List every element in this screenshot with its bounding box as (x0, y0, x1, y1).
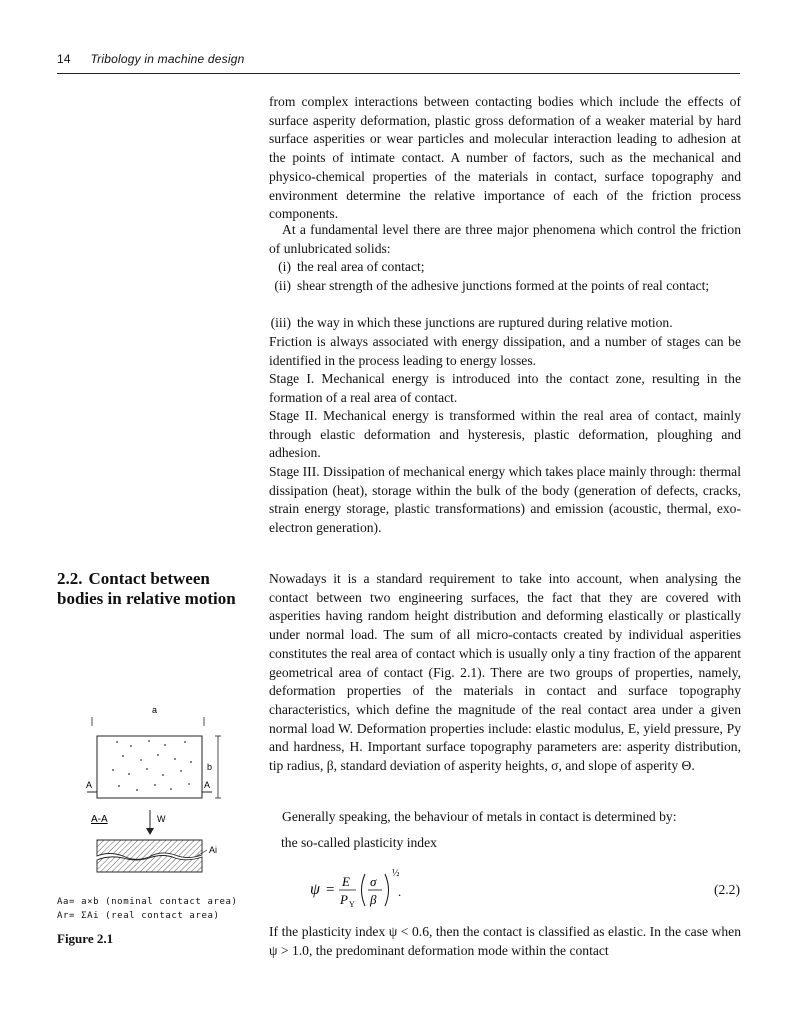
running-header (57, 52, 740, 66)
intro-paragraph: from complex interactions between contacting bodies which include the effects of surface asperity deformation, plastic gross deformation of a weaker material by hard surface asperities or wear particles and molecular interaction leading to adhesion at the points of intimate contact. A number of factors, such as the mechanical and physico-chemical properties of the materials in contact, surface topography and environment determine the relative importance of each of the friction process components. (269, 94, 741, 222)
caption-real-area: Ar= ΣAi (real contact area) (57, 911, 220, 921)
equation-graphic (290, 860, 490, 920)
area-ai-label: Ai (209, 845, 218, 855)
eq-inner-num: σ (370, 874, 377, 889)
section-paragraph-1: Nowadays it is a standard requirement to take into account, when analysing the contact between two engineering surfaces, the fact that they are covered with asperities having random height distribution and deforming elastically or plastically under normal load. The sum of all micro-contacts created by individual asperities constitutes the real area of contact which is usually only a tiny fraction of the apparent geometrical area of contact (Fig. 2.1). There are two groups of properties, namely, deformation properties of the materials in contact and surface topography characteristics, which define the magnitude of the real contact area under a given normal load W. Deformation properties include: elastic modulus, E, yield pressure, Py and hardness, H. Important surface topography parameters are: asperity distribution, tip radius, β, standard deviation of asperity heights, σ, and slope of asperity Θ. (269, 571, 741, 774)
section-number: 2.2. (57, 569, 83, 588)
eq-numerator: E (342, 874, 350, 889)
section-paragraph-2: Generally speaking, the behaviour of metals in contact is determined by: (282, 809, 677, 824)
figure-label: Figure 2.1 (57, 931, 114, 946)
asperity-dots (112, 740, 192, 791)
phenomena-item-2: (ii) shear strength of the adhesive junctions formed at the points of real contact; (274, 278, 710, 293)
section-title: Contact between bodies in relative motion (57, 569, 236, 608)
plasticity-index-line: the so-called plasticity index (281, 835, 437, 850)
dim-b-label: b (207, 762, 213, 772)
phenomena-item-1: (i) the real area of contact; (278, 259, 425, 274)
phenomena-item-3: (iii) the way in which these junctions are ruptured during relative motion. (270, 315, 673, 330)
book-title: Tribology in machine design (90, 52, 245, 66)
page-number: 14 (57, 52, 71, 66)
equation-2-2 (290, 860, 740, 920)
section-paragraph-3: If the plasticity index ψ < 0.6, then the contact is classified as elastic. In the case when ψ > 1.0, the predominant deformation mode within the contact (269, 924, 741, 958)
energy-paragraph: Friction is always associated with energy dissipation, and a number of stages can be identified in the process leading to energy losses. (269, 334, 741, 368)
plan-view-rectangle (97, 736, 202, 798)
load-w-label: W (157, 814, 166, 824)
svg-text:=: = (326, 882, 335, 898)
section-aa-label: A-A (91, 814, 108, 825)
eq-denominator-sub: Y (349, 900, 355, 909)
upper-body (97, 840, 202, 859)
eq-exponent: ½ (392, 868, 400, 879)
figure-2-1-drawing (57, 700, 257, 880)
caption-nominal-area: Aa= a×b (nominal contact area) (57, 897, 238, 907)
header-rule (57, 73, 740, 74)
lower-body (97, 856, 202, 873)
section-marker-left: A (86, 780, 93, 790)
stage-3: Stage III. Dissipation of mechanical energy which takes place mainly through: thermal dissipation (heat), storage within the bulk of the body (generation of defects, cracks, strain energy storage, plastic transformations) and emission (acoustic, thermal, exo-electron generation). (269, 464, 741, 536)
section-heading (57, 569, 252, 609)
equation-number: (2.2) (713, 882, 740, 897)
dim-a-label: a (152, 705, 158, 715)
eq-lhs: ψ (310, 881, 320, 898)
eq-denominator: P (340, 892, 348, 907)
stage-2: Stage II. Mechanical energy is transformed within the real area of contact, mainly through elastic deformation and hysteresis, plastic deformation, ploughing and adhesion. (269, 408, 741, 461)
section-marker-right: A (204, 780, 211, 790)
eq-inner-den: β (370, 892, 377, 907)
stage-1: Stage I. Mechanical energy is introduced into the contact zone, resulting in the formation of a real area of contact. (269, 371, 741, 405)
svg-text:.: . (398, 884, 402, 899)
phenomena-intro: At a fundamental level there are three major phenomena which control the friction of unlubricated solids: (269, 222, 741, 256)
